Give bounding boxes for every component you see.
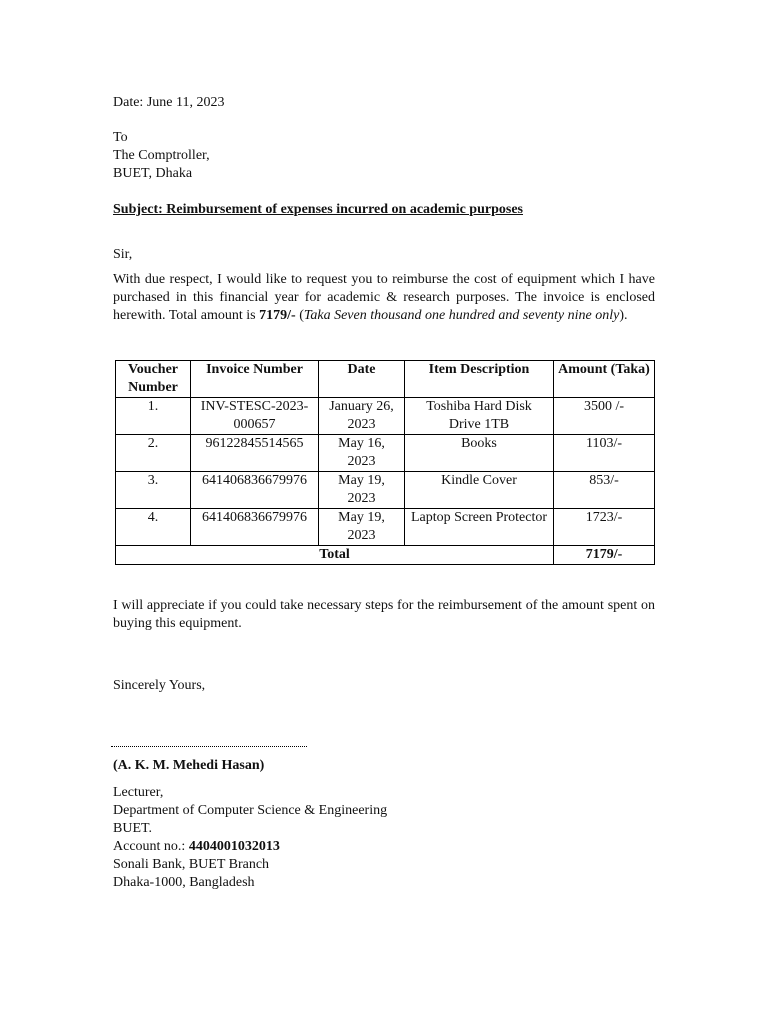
- body-text-3: ).: [619, 308, 628, 323]
- header-amount: Amount (Taka): [554, 361, 655, 398]
- expense-table: [115, 360, 655, 565]
- date-cell: May 19, 2023: [319, 509, 405, 546]
- invoice-cell: INV-STESC-2023-000657: [191, 398, 319, 435]
- body-text-2: (: [295, 308, 304, 323]
- date-cell: May 19, 2023: [319, 472, 405, 509]
- recipient-title: The Comptroller,: [113, 148, 210, 163]
- invoice-cell: 641406836679976: [191, 472, 319, 509]
- amount-cell: 853/-: [554, 472, 655, 509]
- amount-in-words: Taka Seven thousand one hundred and seventy nine only: [303, 308, 620, 323]
- recipient-to: To: [113, 130, 128, 145]
- invoice-cell: 96122845514565: [191, 435, 319, 472]
- account-line: [113, 838, 280, 856]
- table-row: [116, 472, 655, 509]
- item-cell: Books: [405, 435, 554, 472]
- signoff: Sincerely Yours,: [113, 678, 206, 693]
- signature-line: [111, 746, 307, 747]
- signatory-position: Lecturer,: [113, 785, 164, 800]
- account-label: Account no.:: [113, 839, 189, 854]
- body-paragraph: [113, 271, 655, 325]
- closing-paragraph: I will appreciate if you could take necessary steps for the reimbursement of the amount spent on buying this equipment.: [113, 598, 655, 631]
- date-cell: May 16, 2023: [319, 435, 405, 472]
- item-cell: Kindle Cover: [405, 472, 554, 509]
- salutation: Sir,: [113, 247, 133, 262]
- date-line: Date: June 11, 2023: [113, 95, 225, 110]
- amount-cell: 1723/-: [554, 509, 655, 546]
- total-value: 7179/-: [554, 546, 655, 565]
- signatory-department: Department of Computer Science & Engineering: [113, 803, 388, 818]
- signatory-name: (A. K. M. Mehedi Hasan): [113, 758, 265, 773]
- table-row: [116, 509, 655, 546]
- amount-cell: 1103/-: [554, 435, 655, 472]
- item-cell: Laptop Screen Protector: [405, 509, 554, 546]
- subject-line: Subject: Reimbursement of expenses incurred on academic purposes: [113, 202, 523, 217]
- invoice-cell: 641406836679976: [191, 509, 319, 546]
- account-number: 4404001032013: [188, 839, 280, 854]
- header-invoice-number: Invoice Number: [191, 361, 319, 398]
- date-cell: January 26, 2023: [319, 398, 405, 435]
- signatory-institution: BUET.: [113, 821, 153, 836]
- recipient-place: BUET, Dhaka: [113, 166, 193, 181]
- amount-cell: 3500 /-: [554, 398, 655, 435]
- body-text-1: With due respect, I would like to request you to reimburse the cost of equipment which I have purchased in this financial year for academic & research purposes. The invoice is enclosed herewith. Total amount is: [113, 272, 655, 323]
- item-cell: Toshiba Hard Disk Drive 1TB: [405, 398, 554, 435]
- voucher-cell: 2.: [116, 435, 191, 472]
- table-total-row: [116, 546, 655, 565]
- total-label: Total: [116, 546, 554, 565]
- voucher-cell: 1.: [116, 398, 191, 435]
- bank-name: Sonali Bank, BUET Branch: [113, 857, 270, 872]
- total-amount-figure: 7179/-: [259, 308, 296, 323]
- table-row: [116, 398, 655, 435]
- table-row: [116, 435, 655, 472]
- signatory-address: Dhaka-1000, Bangladesh: [113, 875, 255, 890]
- header-item-description: Item Description: [405, 361, 554, 398]
- header-voucher-number: Voucher Number: [116, 361, 191, 398]
- header-date: Date: [319, 361, 405, 398]
- voucher-cell: 3.: [116, 472, 191, 509]
- voucher-cell: 4.: [116, 509, 191, 546]
- table-header-row: [116, 361, 655, 398]
